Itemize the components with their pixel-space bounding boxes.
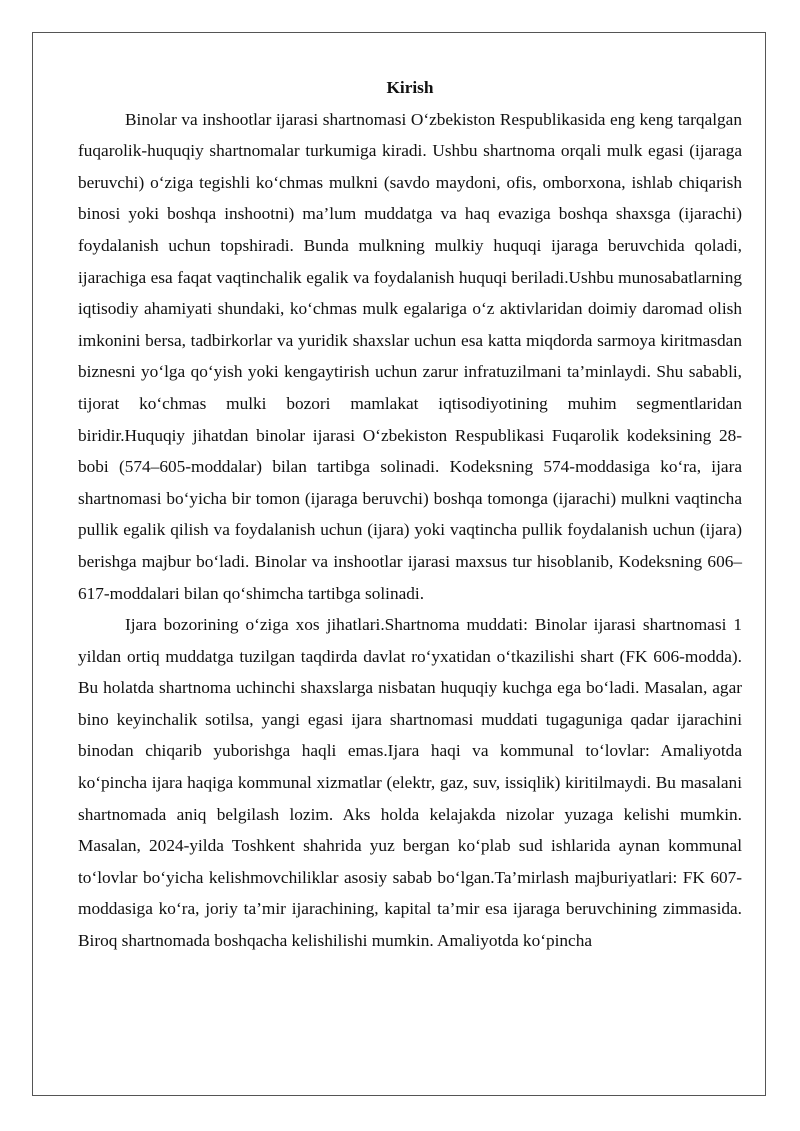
paragraph: Ijara bozorining o‘ziga xos jihatlari.Shartnoma muddati: Binolar ijarasi shartnomasi 1 yildan ortiq muddatga tuzilgan taqdirda davlat ro‘yxatidan o‘tkazilishi shart (FK 606-modda). Bu holatda shartnoma uchinchi shaxslarga nisbatan huquqiy kuchga ega bo‘ladi. Masalan, agar bino keyinchalik sotilsa, yangi egasi ijara shartnomasi muddati tugaguniga qadar ijarachini binodan chiqarib yuborishga haqli emas.Ijara haqi va kommunal to‘lovlar: Amaliyotda ko‘pincha ijara haqiga kommunal xizmatlar (elektr, gaz, suv, issiqlik) kiritilmaydi. Bu masalani shartnomada aniq belgilash lozim. Aks holda kelajakda nizolar yuzaga kelishi mumkin. Masalan, 2024-yilda Toshkent shahrida yuz bergan ko‘plab sud ishlarida aynan kommunal to‘lovlar bo‘yicha kelishmovchiliklar asosiy sabab bo‘lgan.Ta’mirlash majburiyatlari: FK 607-moddasiga ko‘ra, joriy ta’mir ijarachining, kapital ta’mir esa ijaraga beruvchining zimmasida. Biroq shartnomada boshqacha kelishilishi mumkin. Amaliyotda ko‘pincha xyxy=(78,615,742,951)
paragraph: Binolar va inshootlar ijarasi shartnomasi O‘zbekiston Respublikasida eng keng tarqalgan fuqarolik-huquqiy shartnomalar turkumiga kiradi. Ushbu shartnoma orqali mulk egasi (ijaraga beruvchi) o‘ziga tegishli ko‘chmas mulkni (savdo maydoni, ofis, omborxona, ishlab chiqarish binosi yoki boshqa inshootni) ma’lum muddatga va haq evaziga boshqa shaxsga (ijarachi) foydalanish uchun topshiradi. Bunda mulkning mulkiy huquqi ijaraga beruvchida qoladi, ijarachiga esa faqat vaqtinchalik egalik va foydalanish huquqi beriladi.Ushbu munosabatlarning iqtisodiy ahamiyati shundaki, ko‘chmas mulk egalariga o‘z aktivlaridan doimiy daromad olish imkonini bersa, tadbirkorlar va yuridik shaxslar uchun esa katta miqdorda sarmoya kiritmasdan biznesni yo‘lga qo‘yish yoki kengaytirish uchun zarur infratuzilmani ta’minlaydi. Shu sababli, tijorat ko‘chmas mulki bozori mamlakat iqtisodiyotining muhim segmentlaridan biridir.Huquqiy jihatdan binolar ijarasi O‘zbekiston Respublikasi Fuqarolik kodeksining 28-bobi (574–605-moddalar) bilan tartibga solinadi. Kodeksning 574-moddasiga ko‘ra, ijara shartnomasi bo‘yicha bir tomon (ijaraga beruvchi) boshqa tomonga (ijarachi) mulkni vaqtincha pullik egalik qilish va foydalanish uchun (ijara) yoki vaqtincha pullik foydalanish uchun (ijara) berishga majbur bo‘ladi. Binolar va inshootlar ijarasi maxsus tur hisoblanib, Kodeksning 606–617-moddalari bilan qo‘shimcha tartibga solinadi. xyxy=(78,109,742,603)
document-body xyxy=(78,72,742,957)
document-title: Kirish xyxy=(386,78,434,97)
